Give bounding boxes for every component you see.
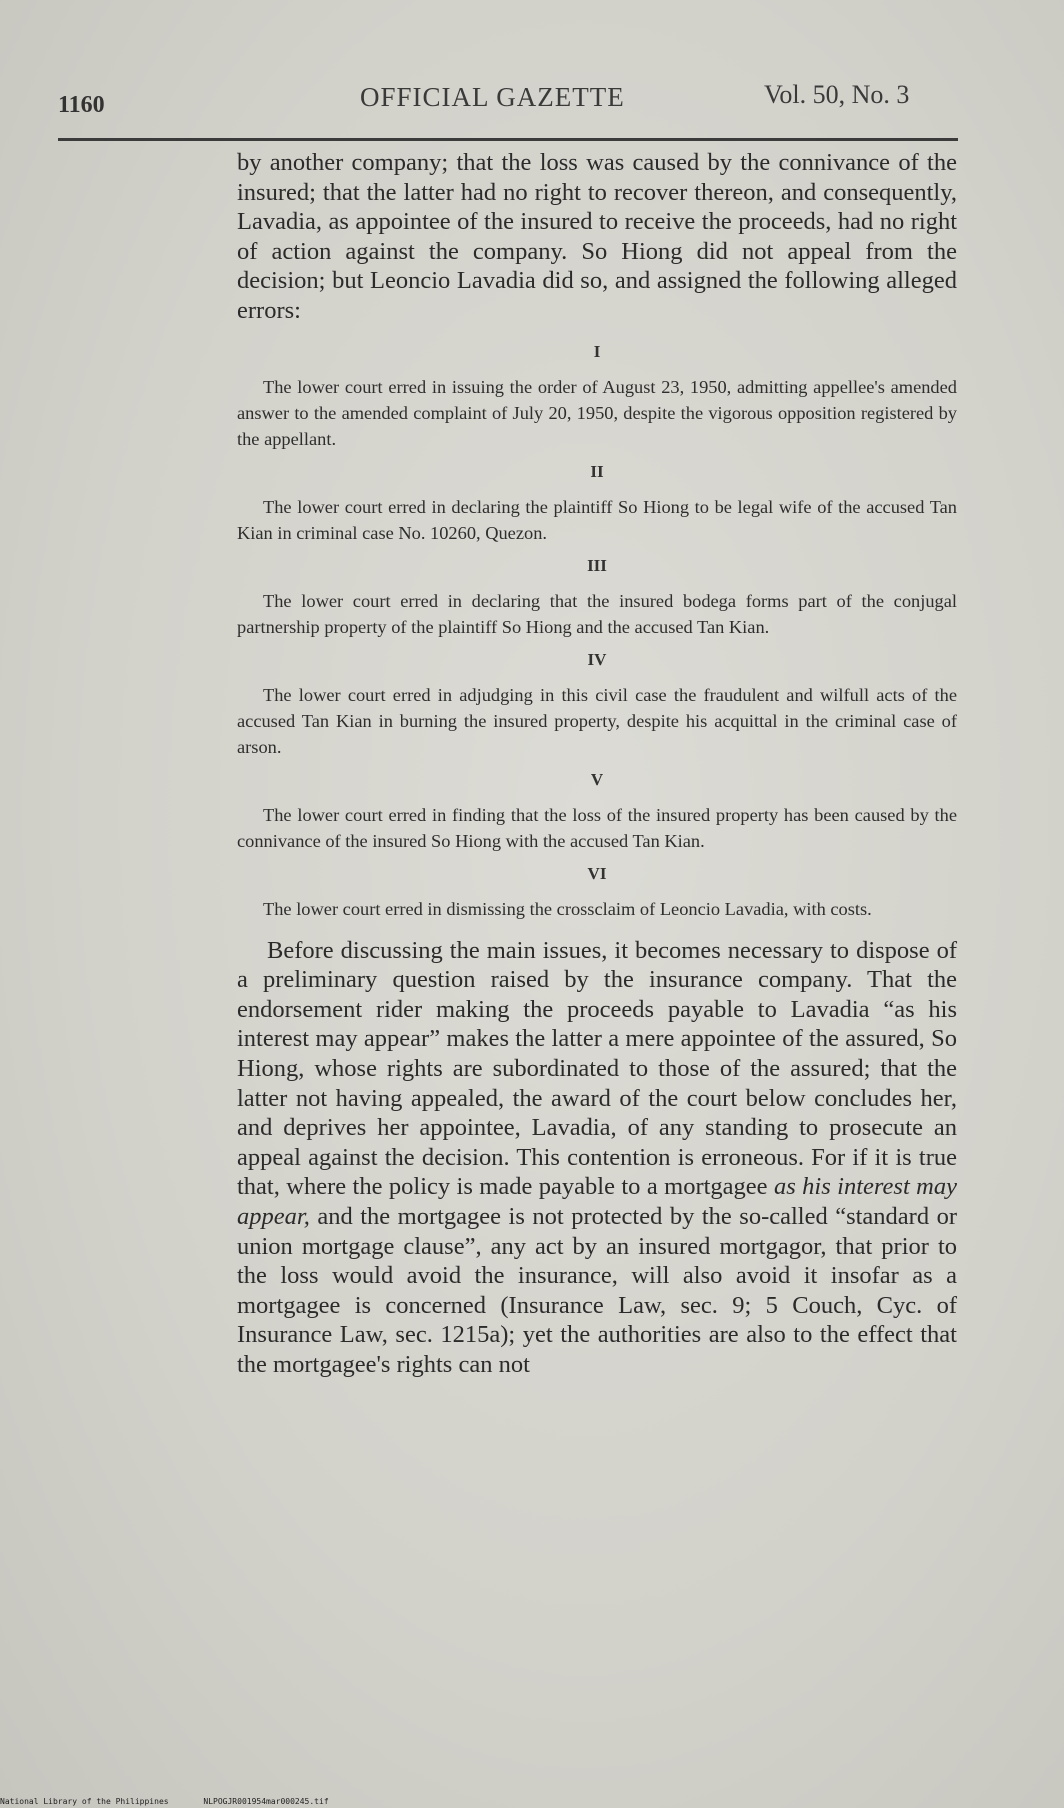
page-body <box>237 148 957 1379</box>
error-text: The lower court erred in declaring that the insured bodega forms part of the conjugal partnership property of the plaintiff So Hiong and the accused Tan Kian. <box>237 590 957 637</box>
page-header <box>0 80 1064 120</box>
error-numeral: V <box>590 769 604 789</box>
main-paragraph-part2: and the mortgagee is not protected by the so-called “standard or union mortgage clause”, any act by an insured mortgagor, that prior to the loss would avoid the insurance, will also avoid it insofar as a mortgagee is concerned (Insurance Law, sec. 9; 5 Couch, Cyc. of Insurance Law, sec. 1215a); yet the authorities are also to the effect that the mortgagee's rights can not <box>237 1202 957 1378</box>
error-numeral: III <box>587 555 607 575</box>
main-paragraph-part1: Before discussing the main issues, it becomes necessary to dispose of a preliminary question raised by the insurance company. That the endorsement rider making the proceeds payable to Lavadia “as his interest may appear” makes the latter a mere appointee of the assured, So Hiong, whose rights are subordinated to those of the assured; that the latter not having appealed, the award of the court below concludes her, and deprives her appointee, Lavadia, of any standing to prosecute an appeal against the decision. This contention is erroneous. For if it is true that, where the policy is made payable to a mortgagee <box>237 936 957 1201</box>
header-rule <box>58 138 958 141</box>
error-text: The lower court erred in dismissing the crossclaim of Leoncio Lavadia, with costs. <box>263 898 872 919</box>
intro-paragraph: by another company; that the loss was caused by the connivance of the insured; that the latter had no right to recover thereon, and consequently, Lavadia, as appointee of the insured to receive the proceeds, had no right of action against the company. So Hiong did not appeal from the decision; but Leoncio Lavadia did so, and assigned the following alleged errors: <box>237 149 957 324</box>
main-paragraph <box>237 936 957 1380</box>
error-text: The lower court erred in finding that the loss of the insured property has been caused by the connivance of the insured So Hiong with the accused Tan Kian. <box>237 804 957 851</box>
running-title: OFFICIAL GAZETTE <box>360 82 625 112</box>
main-paragraph-italic: as his interest may appear, <box>237 1173 957 1230</box>
assigned-errors-list <box>237 342 957 922</box>
error-numeral: I <box>593 341 601 361</box>
error-text: The lower court erred in declaring the plaintiff So Hiong to be legal wife of the accused Tan Kian in criminal case No. 10260, Quezon. <box>237 496 957 543</box>
error-numeral: IV <box>587 649 607 669</box>
error-numeral: VI <box>587 863 607 883</box>
error-text: The lower court erred in adjudging in this civil case the fraudulent and wilfull acts of the accused Tan Kian in burning the insured property, despite his acquittal in the criminal case of arson. <box>237 684 957 757</box>
page-number: 1160 <box>58 92 105 118</box>
footer-library: National Library of the Philippines <box>0 1797 169 1806</box>
error-numeral: II <box>590 461 604 481</box>
volume-info: Vol. 50, No. 3 <box>764 80 910 109</box>
error-text: The lower court erred in issuing the order of August 23, 1950, admitting appellee's amended answer to the amended complaint of July 20, 1950, despite the vigorous opposition registered by the appellant. <box>237 376 957 449</box>
footer-file-id: NLPOGJR001954mar000245.tif <box>203 1797 329 1806</box>
scan-footer <box>0 1797 359 1806</box>
